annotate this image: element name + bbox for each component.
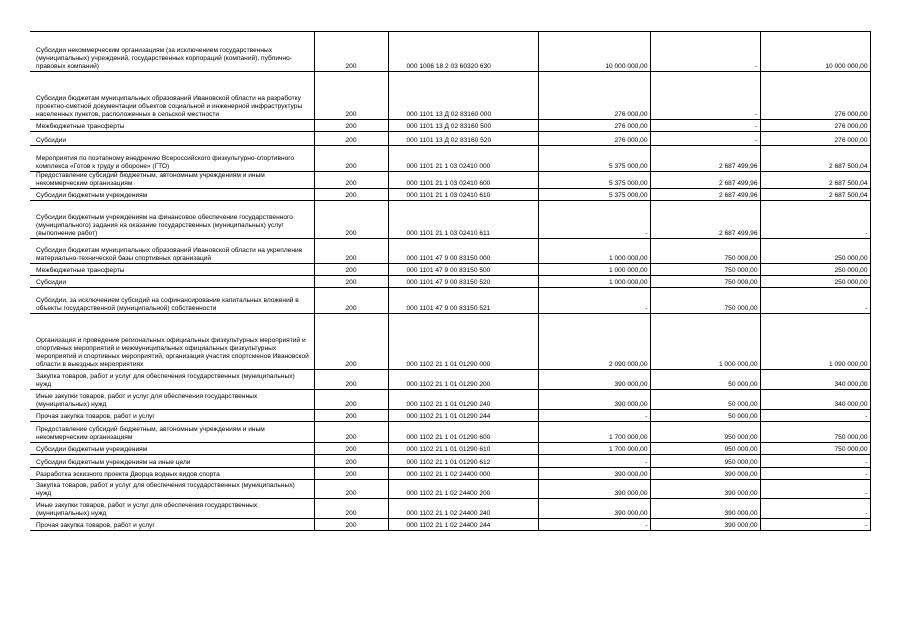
row-name-text: Закупка товаров, работ и услуг для обеспечения государственных (муниципальных) нужд	[36, 482, 295, 497]
row-approved-cell: 5 375 000,00	[538, 172, 650, 189]
row-budget-code-cell: 000 1101 21 1 03 02410 611	[388, 201, 538, 239]
row-name-text: Субсидии некоммерческим организациям (за исключением государственных (муниципальных) учреждений, государственных корпораций (компаний), публично-правовых компаний)	[36, 47, 292, 70]
row-unexecuted-cell: -	[760, 519, 870, 531]
table-row	[30, 370, 870, 390]
row-line-code-cell: 200	[314, 499, 388, 519]
row-unexecuted-cell: 2 687 500,04	[760, 189, 870, 201]
row-line-code-cell: 200	[314, 468, 388, 480]
table-row	[30, 443, 870, 455]
row-name-cell	[30, 189, 314, 201]
row-name-cell	[30, 32, 314, 72]
row-unexecuted-cell: 10 000 000,00	[760, 32, 870, 72]
row-name-text: Субсидии	[36, 279, 67, 286]
row-name-text: Субсидии, за исключением субсидий на софинансирование капитальных вложений в объекты государственной (муниципальной) собственности	[36, 297, 299, 312]
row-budget-code-cell: 000 1102 21 1 02 24400 240	[388, 499, 538, 519]
row-budget-code-cell: 000 1102 21 1 01 01290 240	[388, 390, 538, 410]
table-row	[30, 314, 870, 370]
row-name-text: Иные закупки товаров, работ и услуг для обеспечения государственных (муниципальных) нужд	[36, 502, 258, 517]
table-row	[30, 288, 870, 314]
row-approved-cell: 2 090 000,00	[538, 314, 650, 370]
row-budget-code-cell: 000 1102 21 1 02 24400 200	[388, 480, 538, 499]
row-unexecuted-cell: 250 000,00	[760, 239, 870, 264]
row-executed-cell: 390 000,00	[650, 468, 760, 480]
row-executed-cell: 50 000,00	[650, 370, 760, 390]
row-line-code-cell: 200	[314, 519, 388, 531]
row-name-text: Разработка эскизного проекта Дворца водных видов спорта	[36, 471, 220, 478]
row-line-code-cell: 200	[314, 288, 388, 314]
row-executed-cell: 950 000,00	[650, 443, 760, 455]
row-line-code-cell: 200	[314, 132, 388, 146]
row-name-cell	[30, 519, 314, 531]
row-name-text: Иные закупки товаров, работ и услуг для обеспечения государственных (муниципальных) нужд	[36, 393, 258, 408]
table-row	[30, 189, 870, 201]
row-budget-code-cell: 000 1102 21 1 01 01290 000	[388, 314, 538, 370]
row-line-code-cell: 200	[314, 314, 388, 370]
row-approved-cell: 276 000,00	[538, 120, 650, 132]
row-unexecuted-cell: -	[760, 201, 870, 239]
row-executed-cell: 390 000,00	[650, 519, 760, 531]
row-approved-cell: 1 000 000,00	[538, 264, 650, 276]
row-executed-cell: -	[650, 32, 760, 72]
row-line-code-cell: 200	[314, 370, 388, 390]
row-name-text: Прочая закупка товаров, работ и услуг	[36, 522, 155, 529]
row-approved-cell: 5 375 000,00	[538, 146, 650, 172]
row-executed-cell: 2 687 499,96	[650, 189, 760, 201]
row-line-code-cell: 200	[314, 120, 388, 132]
row-name-cell	[30, 468, 314, 480]
row-name-text: Межбюджетные трансферты	[36, 267, 125, 274]
table-row	[30, 146, 870, 172]
row-budget-code-cell: 000 1101 47 9 00 83150 500	[388, 264, 538, 276]
row-executed-cell: 2 687 499,96	[650, 146, 760, 172]
row-name-text: Предоставление субсидий бюджетным, автономным учреждениям и иным некоммерческим организациям	[36, 426, 265, 441]
row-budget-code-cell: 000 1102 21 1 01 01290 600	[388, 422, 538, 443]
row-name-cell	[30, 239, 314, 264]
row-name-cell	[30, 201, 314, 239]
row-line-code-cell: 200	[314, 239, 388, 264]
row-approved-cell: 1 700 000,00	[538, 443, 650, 455]
row-budget-code-cell: 000 1102 21 1 02 24400 000	[388, 468, 538, 480]
row-name-text: Субсидии бюджетным учреждениям на иные цели	[36, 459, 191, 466]
row-unexecuted-cell: 340 000,00	[760, 370, 870, 390]
row-approved-cell: 5 375 000,00	[538, 189, 650, 201]
row-budget-code-cell: 000 1102 21 1 01 01290 610	[388, 443, 538, 455]
table-row	[30, 32, 870, 72]
row-line-code-cell: 200	[314, 455, 388, 468]
row-approved-cell: 10 000 000,00	[538, 32, 650, 72]
table-row	[30, 276, 870, 288]
row-line-code-cell: 200	[314, 276, 388, 288]
row-unexecuted-cell: 2 687 500,04	[760, 146, 870, 172]
row-name-cell	[30, 410, 314, 422]
table-row	[30, 72, 870, 120]
table-body	[30, 32, 870, 531]
row-approved-cell: 276 000,00	[538, 132, 650, 146]
row-approved-cell: 390 000,00	[538, 480, 650, 499]
row-name-text: Субсидии	[36, 137, 67, 144]
table-row	[30, 201, 870, 239]
row-line-code-cell: 200	[314, 146, 388, 172]
row-budget-code-cell: 000 1101 47 9 00 83150 520	[388, 276, 538, 288]
table-row	[30, 390, 870, 410]
row-executed-cell: -	[650, 132, 760, 146]
table-row	[30, 239, 870, 264]
row-line-code-cell: 200	[314, 72, 388, 120]
row-unexecuted-cell: -	[760, 410, 870, 422]
row-unexecuted-cell: -	[760, 499, 870, 519]
row-name-cell	[30, 132, 314, 146]
row-name-cell	[30, 172, 314, 189]
table-row	[30, 519, 870, 531]
row-name-text: Организация и проведение региональных официальных физкультурных мероприятий и спортивных мероприятий и межмуниципальных официальных физкультурных мероприятий и спортивных мероприятий, организация участия спортсменов Ивановской области в выездных мероприятиях	[36, 337, 309, 368]
row-unexecuted-cell: 750 000,00	[760, 422, 870, 443]
row-executed-cell: 2 687 499,96	[650, 172, 760, 189]
row-executed-cell: 1 000 000,00	[650, 314, 760, 370]
row-line-code-cell: 200	[314, 201, 388, 239]
row-name-text: Закупка товаров, работ и услуг для обеспечения государственных (муниципальных) нужд	[36, 373, 295, 388]
row-approved-cell: 390 000,00	[538, 499, 650, 519]
row-approved-cell: -	[538, 519, 650, 531]
row-name-cell	[30, 288, 314, 314]
row-name-cell	[30, 276, 314, 288]
row-approved-cell: 390 000,00	[538, 370, 650, 390]
row-name-text: Субсидии бюджетам муниципальных образований Ивановской области на укрепление материально-технической базы спортивных организаций	[36, 247, 303, 262]
row-name-cell	[30, 455, 314, 468]
row-name-text: Субсидии бюджетным учреждениям	[36, 446, 148, 453]
row-executed-cell: 50 000,00	[650, 390, 760, 410]
row-unexecuted-cell: 276 000,00	[760, 120, 870, 132]
table-row	[30, 264, 870, 276]
row-budget-code-cell: 000 1102 21 1 01 01290 244	[388, 410, 538, 422]
row-executed-cell: 390 000,00	[650, 480, 760, 499]
row-executed-cell: 390 000,00	[650, 499, 760, 519]
row-approved-cell: -	[538, 410, 650, 422]
row-executed-cell: -	[650, 120, 760, 132]
row-unexecuted-cell: -	[760, 288, 870, 314]
row-unexecuted-cell: -	[760, 455, 870, 468]
table-row	[30, 410, 870, 422]
row-approved-cell: 1 000 000,00	[538, 276, 650, 288]
row-approved-cell: 1 700 000,00	[538, 422, 650, 443]
row-unexecuted-cell: -	[760, 480, 870, 499]
row-budget-code-cell: 000 1006 18 2 03 60320 630	[388, 32, 538, 72]
row-unexecuted-cell: 750 000,00	[760, 443, 870, 455]
row-line-code-cell: 200	[314, 32, 388, 72]
table-row	[30, 422, 870, 443]
row-line-code-cell: 200	[314, 443, 388, 455]
row-executed-cell: 750 000,00	[650, 288, 760, 314]
row-budget-code-cell: 000 1101 13 Д 02 83160 520	[388, 132, 538, 146]
row-budget-code-cell: 000 1101 13 Д 02 83160 000	[388, 72, 538, 120]
row-approved-cell: -	[538, 455, 650, 468]
row-name-text: Межбюджетные трансферты	[36, 123, 125, 130]
table-row	[30, 480, 870, 499]
row-name-cell	[30, 480, 314, 499]
row-executed-cell: 750 000,00	[650, 276, 760, 288]
row-budget-code-cell: 000 1102 21 1 01 01290 612	[388, 455, 538, 468]
row-unexecuted-cell: 1 090 000,00	[760, 314, 870, 370]
row-line-code-cell: 200	[314, 422, 388, 443]
row-executed-cell: -	[650, 72, 760, 120]
row-budget-code-cell: 000 1101 21 1 03 02410 610	[388, 189, 538, 201]
row-executed-cell: 950 000,00	[650, 455, 760, 468]
budget-execution-table	[30, 31, 871, 531]
row-approved-cell: 1 000 000,00	[538, 239, 650, 264]
row-name-cell	[30, 120, 314, 132]
table-row	[30, 120, 870, 132]
row-name-cell	[30, 422, 314, 443]
row-name-text: Мероприятия по поэтапному внедрению Всероссийского физкультурно-спортивного комплекса «Готов к труду и обороне» (ГТО)	[36, 155, 295, 170]
row-name-cell	[30, 264, 314, 276]
row-name-cell	[30, 499, 314, 519]
row-name-cell	[30, 314, 314, 370]
row-budget-code-cell: 000 1101 21 1 03 02410 600	[388, 172, 538, 189]
row-approved-cell: -	[538, 201, 650, 239]
row-line-code-cell: 200	[314, 264, 388, 276]
row-line-code-cell: 200	[314, 480, 388, 499]
table-row	[30, 172, 870, 189]
row-line-code-cell: 200	[314, 410, 388, 422]
table-row	[30, 132, 870, 146]
row-unexecuted-cell: 340 000,00	[760, 390, 870, 410]
row-line-code-cell: 200	[314, 189, 388, 201]
row-budget-code-cell: 000 1101 47 9 00 83150 521	[388, 288, 538, 314]
table-row	[30, 455, 870, 468]
row-budget-code-cell: 000 1102 21 1 01 01290 200	[388, 370, 538, 390]
row-budget-code-cell: 000 1101 21 1 03 02410 000	[388, 146, 538, 172]
row-unexecuted-cell: 2 687 500,04	[760, 172, 870, 189]
row-name-cell	[30, 443, 314, 455]
row-line-code-cell: 200	[314, 172, 388, 189]
row-name-text: Предоставление субсидий бюджетным, автономным учреждениям и иным некоммерческим организациям	[36, 172, 265, 187]
row-name-cell	[30, 370, 314, 390]
row-executed-cell: 750 000,00	[650, 264, 760, 276]
row-executed-cell: 750 000,00	[650, 239, 760, 264]
row-unexecuted-cell: 276 000,00	[760, 72, 870, 120]
row-approved-cell: 390 000,00	[538, 468, 650, 480]
row-executed-cell: 50 000,00	[650, 410, 760, 422]
row-approved-cell: 276 000,00	[538, 72, 650, 120]
row-approved-cell: 390 000,00	[538, 390, 650, 410]
row-executed-cell: 950 000,00	[650, 422, 760, 443]
row-budget-code-cell: 000 1101 47 9 00 83150 000	[388, 239, 538, 264]
row-unexecuted-cell: 250 000,00	[760, 276, 870, 288]
row-unexecuted-cell: 276 000,00	[760, 132, 870, 146]
table-row	[30, 499, 870, 519]
row-name-cell	[30, 72, 314, 120]
row-executed-cell: 2 687 499,96	[650, 201, 760, 239]
row-approved-cell: -	[538, 288, 650, 314]
row-name-text: Субсидии бюджетам муниципальных образований Ивановской области на разработку проектно-сметной документации объектов социальной и инженерной инфраструктуры населенных пунктов, расположенных в сельской местности	[36, 95, 303, 118]
row-budget-code-cell: 000 1101 13 Д 02 83160 500	[388, 120, 538, 132]
row-name-text: Субсидии бюджетным учреждениям	[36, 192, 148, 199]
row-name-cell	[30, 390, 314, 410]
row-line-code-cell: 200	[314, 390, 388, 410]
row-name-cell	[30, 146, 314, 172]
row-unexecuted-cell: 250 000,00	[760, 264, 870, 276]
row-name-text: Прочая закупка товаров, работ и услуг	[36, 413, 155, 420]
row-name-text: Субсидии бюджетным учреждениям на финансовое обеспечение государственного (муниципального) задания на оказание государственных (муниципальных) услуг (выполнение работ)	[36, 214, 293, 237]
row-unexecuted-cell: -	[760, 468, 870, 480]
table-row	[30, 468, 870, 480]
row-budget-code-cell: 000 1102 21 1 02 24400 244	[388, 519, 538, 531]
